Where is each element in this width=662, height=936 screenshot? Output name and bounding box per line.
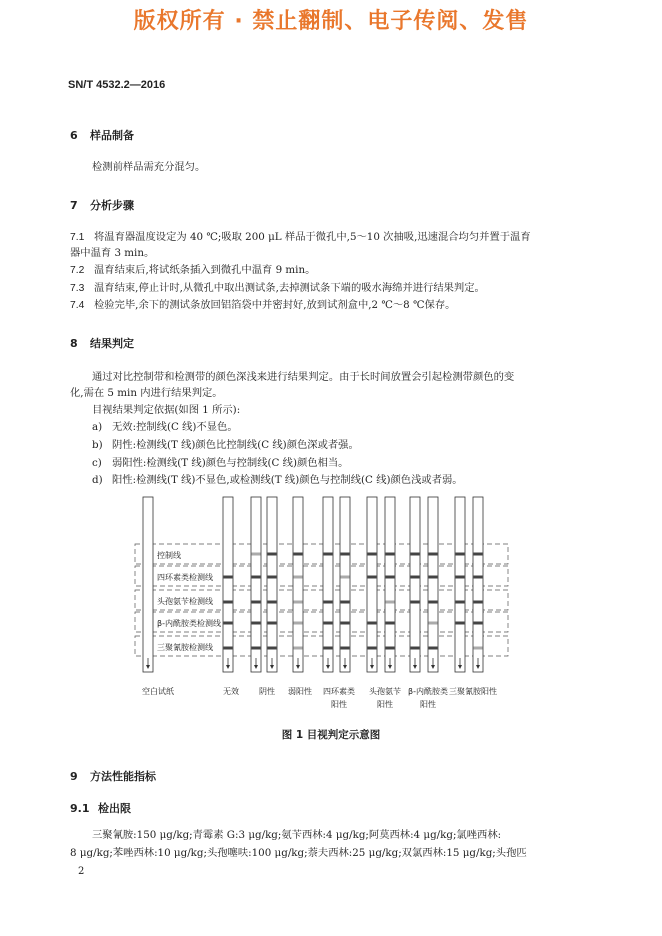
strip-band-line [268,601,277,604]
strip-band-line [474,622,483,625]
strip-band-line [386,622,395,625]
strip-band-line [474,647,483,650]
test-strip [473,497,483,672]
strip-band-line [456,576,465,579]
strip-band-line [268,553,277,556]
strip-band-line [268,576,277,579]
figure-caption: 图 1 目视判定示意图 [281,729,381,741]
strip-band-line [268,647,277,650]
strip-band-line [268,622,277,625]
strip-band-line [294,601,303,604]
strip-band-line [429,553,438,556]
row-band-1 [135,544,508,564]
group-label-line2: 阳性 [420,700,436,709]
strip-band-line [324,601,333,604]
step-number: 7.2 [70,265,85,276]
section-6-paragraph: 检测前样品需充分混匀。 [92,161,206,173]
section-7-heading [70,197,134,213]
group-label-line2: 阳性 [377,700,393,709]
item-text: 阴性:检测线(T 线)颜色比控制线(C 线)颜色深或者强。 [112,439,359,451]
row-label: 三聚氰胺检测线 [157,643,213,652]
test-strip [143,497,153,672]
strip-band-line [341,553,350,556]
step-text: 器中温育 3 min。 [70,247,155,259]
strip-band-line [294,622,303,625]
section-8-basis: 目视结果判定依据(如图 1 所示): [92,404,241,416]
standard-code: SN/T 4532.2—2016 [68,79,166,91]
strip-band-line [252,622,261,625]
subsection-title: 检出限 [98,802,131,815]
item-text: 弱阳性:检测线(T 线)颜色与控制线(C 线)颜色相当。 [112,457,349,469]
strip-band-line [341,601,350,604]
section-number: 9 [70,770,78,783]
subsection-9-1-heading [70,800,131,816]
test-strip [410,497,420,672]
item-marker: c) [92,457,102,469]
group-label: 三聚氰胺阳性 [449,687,497,696]
step-number: 7.4 [70,300,85,311]
strip-band-line [252,576,261,579]
strip-band-line [386,553,395,556]
item-text: 阳性:检测线(T 线)不显色,或检测线(T 线)颜色与控制线(C 线)颜色浅或者弱。 [112,474,463,486]
strip-band-line [252,647,261,650]
judgement-item-d [92,473,582,488]
step-text: 检验完毕,余下的测试条放回铝箔袋中并密封好,放到试剂盒中,2 ℃～8 ℃保存。 [94,299,456,311]
group-label: 四环素类 [323,687,355,696]
strip-band-line [224,647,233,650]
section-title: 方法性能指标 [90,770,156,783]
test-strip [323,497,333,672]
strip-band-line [429,576,438,579]
strip-band-line [474,576,483,579]
strip-band-line [456,553,465,556]
strip-band-line [474,601,483,604]
strip-band-line [294,647,303,650]
row-label: 四环素类检测线 [157,573,213,582]
step-7-4 [70,298,590,313]
step-7-1-continued [70,246,590,261]
test-strip [293,497,303,672]
judgement-item-b [92,438,582,453]
strip-band-line [474,553,483,556]
strip-band-line [324,553,333,556]
strip-band-line [368,553,377,556]
test-strip [251,497,261,672]
strip-band-line [324,622,333,625]
section-number: 6 [70,129,78,142]
strip-band-line [341,622,350,625]
section-8-heading [70,335,134,351]
test-strip [267,497,277,672]
strip-band-line [429,647,438,650]
strip-band-line [224,622,233,625]
strip-band-line [429,622,438,625]
strip-band-line [429,601,438,604]
strip-band-line [411,601,420,604]
group-label: 空白试纸 [142,687,174,696]
step-number: 7.3 [70,283,85,294]
test-strip [455,497,465,672]
section-6-heading [70,127,134,143]
item-text: 无效:控制线(C 线)不显色。 [112,421,238,433]
section-number: 8 [70,337,78,350]
test-strip [223,497,233,672]
judgement-item-a [92,420,582,435]
strip-band-line [252,601,261,604]
section-9-heading [70,768,156,784]
strip-band-line [224,601,233,604]
section-title: 样品制备 [90,129,134,142]
step-7-1 [70,230,590,245]
group-label: 无效 [223,687,239,696]
strip-band-line [294,553,303,556]
strip-band-line [252,553,261,556]
group-label: 弱阳性 [288,687,312,696]
page-number: 2 [78,866,85,877]
step-7-2 [70,263,590,278]
section-8-paragraph-line2: 化,需在 5 min 内进行结果判定。 [70,387,223,399]
strip-band-line [386,647,395,650]
step-number: 7.1 [70,232,85,243]
strip-band-line [368,622,377,625]
strip-band-line [368,647,377,650]
strip-band-line [386,601,395,604]
strip-band-line [324,647,333,650]
test-strip [340,497,350,672]
step-text: 将温育器温度设定为 40 ℃;吸取 200 μL 样品于微孔中,5～10 次抽吸,迅速混合均匀并置于温育 [94,231,531,243]
section-number: 7 [70,199,78,212]
test-strip [428,497,438,672]
row-label: 控制线 [157,551,181,560]
section-8-paragraph-line1: 通过对比控制带和检测带的颜色深浅来进行结果判定。由于长时间放置会引起检测带颜色的变 [92,371,515,383]
strip-band-line [456,601,465,604]
strip-band-line [386,576,395,579]
row-label: 头孢氨苄检测线 [157,597,213,606]
section-title: 结果判定 [90,337,134,350]
test-strip [367,497,377,672]
strip-band-line [411,553,420,556]
step-text: 温育结束,停止计时,从微孔中取出测试条,去掉测试条下端的吸水海绵并进行结果判定。 [94,282,485,294]
item-marker: b) [92,439,103,451]
strip-band-line [456,622,465,625]
item-marker: d) [92,474,103,486]
group-label: 阴性 [259,687,275,696]
strip-band-line [368,576,377,579]
section-title: 分析步骤 [90,199,134,212]
item-marker: a) [92,421,103,433]
strip-band-line [341,647,350,650]
strip-band-line [294,576,303,579]
strip-band-line [224,576,233,579]
watermark-banner: 版权所有 · 禁止翻制、电子传阅、发售 [133,9,529,34]
strip-band-line [411,576,420,579]
group-label: 头孢氨苄 [369,687,401,696]
judgement-item-c [92,456,582,471]
strip-band-line [341,576,350,579]
strip-band-line [411,647,420,650]
visual-judgement-diagram [130,492,530,714]
group-label-line2: 阳性 [331,700,347,709]
step-text: 温育结束后,将试纸条插入到微孔中温育 9 min。 [94,264,316,276]
detection-limit-line1: 三聚氰胺:150 μg/kg;青霉素 G:3 μg/kg;氨苄西林:4 μg/kg;阿莫西林:4 μg/kg;氯唑西林: [92,829,502,841]
group-label: β-内酰胺类 [408,687,448,696]
row-label: β-内酰胺类检测线 [157,619,221,628]
subsection-number: 9.1 [70,802,90,815]
step-7-3 [70,281,590,296]
test-strip [385,497,395,672]
detection-limit-line2: 8 μg/kg;苯唑西林:10 μg/kg;头孢噻呋:100 μg/kg;萘夫西林:25 μg/kg;双氯西林:15 μg/kg;头孢匹 [70,847,527,859]
